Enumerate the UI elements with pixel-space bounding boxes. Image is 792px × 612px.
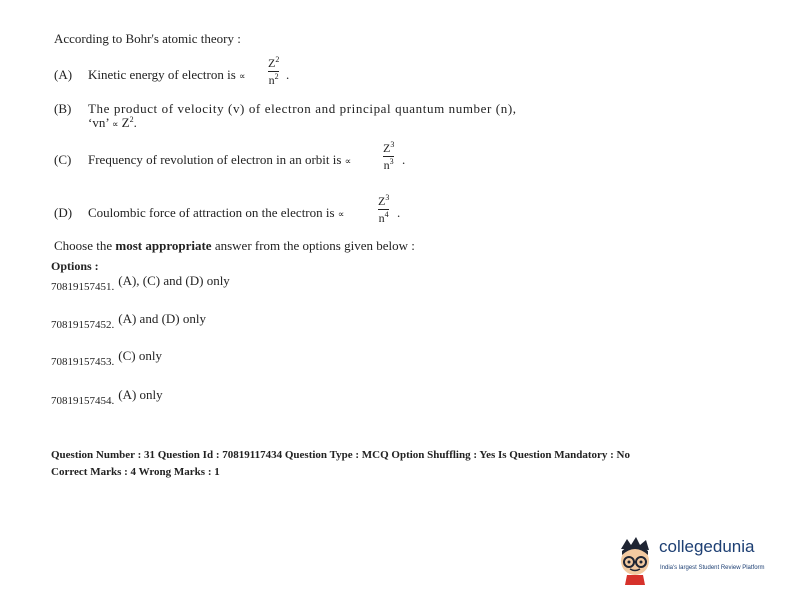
choose-instruction [54,238,415,254]
exponent: 3 [390,140,395,149]
option-id: 70819157452. [51,319,115,331]
options-label: Options : [51,259,99,273]
question-meta-line2: Correct Marks : 4 Wrong Marks : 1 [51,466,220,478]
exponent: 3 [389,157,394,166]
denominator: n [268,73,275,87]
statement-label: (D) [54,205,73,220]
period: . [402,152,406,167]
numerator: Z [268,56,276,70]
option-3[interactable] [51,348,162,370]
fraction-c [383,142,394,171]
proportional-symbol: ∝ [239,72,246,82]
vn-term: ‘vn’ [88,115,109,130]
option-text: (A), (C) and (D) only [118,273,230,288]
statement-c [54,152,351,168]
choose-post: answer from the options given below : [214,238,415,253]
option-4[interactable] [51,387,163,409]
period: . [133,115,137,130]
denominator: n [378,211,385,225]
option-id: 70819157454. [51,395,115,407]
proportional-symbol: ∝ [111,120,119,130]
option-text: (A) and (D) only [118,311,206,326]
statement-b-line2 [88,115,137,131]
proportional-symbol: ∝ [337,210,345,220]
fraction-a [268,57,279,86]
option-1[interactable] [51,273,230,295]
statement-d [54,205,344,221]
z-term: Z [121,115,130,130]
exponent: 2 [129,115,134,124]
statement-text: The product of velocity (v) of electron and principal quantum number (n), [88,101,517,116]
question-intro: According to Bohr's atomic theory : [54,31,241,46]
statement-text: Coulombic force of attraction on the electron is [88,205,335,220]
option-id: 70819157451. [51,281,115,293]
statement-label: (B) [54,101,72,116]
exponent: 3 [385,193,390,202]
period: . [286,67,290,82]
numerator: Z [378,194,386,208]
statement-text: Kinetic energy of electron is [88,67,236,82]
fraction-d [378,195,389,224]
period: . [397,205,401,220]
statement-label: (C) [54,152,72,167]
statement-a [54,67,245,83]
proportional-symbol: ∝ [344,157,352,167]
choose-bold: most appropriate [115,238,212,253]
question-meta-line1: Question Number : 31 Question Id : 70819117434 Question Type : MCQ Option Shuffling : Yes Is Question Mandatory : No [51,449,630,461]
exponent: 4 [384,210,389,219]
denominator: n [383,158,390,172]
option-text: (A) only [118,387,163,402]
logo-name: collegedunia [659,537,755,556]
option-2[interactable] [51,311,206,333]
mascot-icon [615,535,657,585]
logo-tagline: India's largest Student Review Platform [660,565,765,571]
statement-label: (A) [54,67,73,82]
collegedunia-logo[interactable] [615,535,775,585]
exponent: 2 [275,55,280,64]
exponent: 2 [274,72,279,81]
option-id: 70819157453. [51,356,115,368]
choose-pre: Choose the [54,238,113,253]
numerator: Z [383,141,391,155]
statement-text: Frequency of revolution of electron in an orbit is [88,152,342,167]
option-text: (C) only [118,348,162,363]
